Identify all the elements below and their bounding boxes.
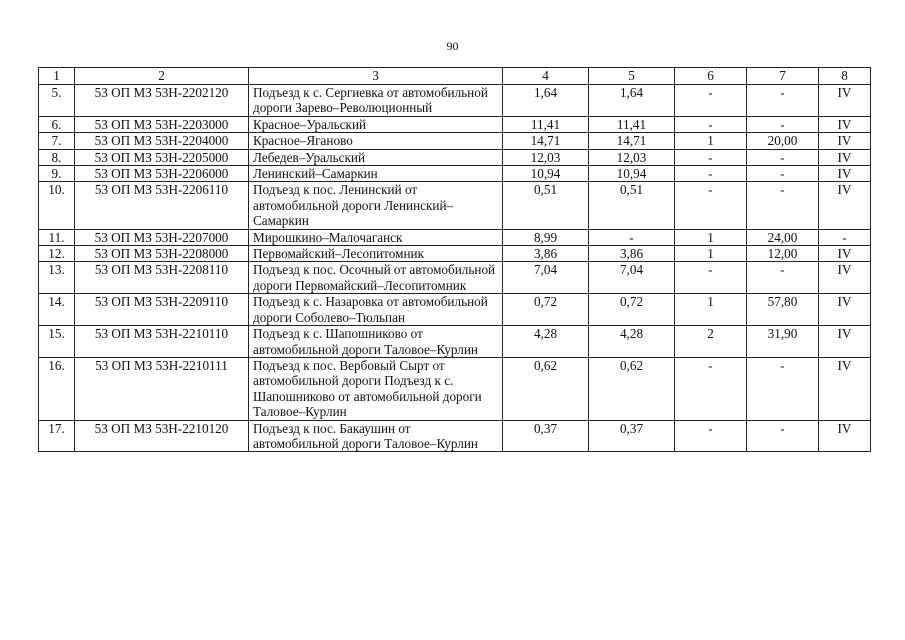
bridge-count-cell: -: [675, 116, 747, 132]
page-number: 90: [446, 39, 459, 53]
bridge-count-cell: -: [675, 420, 747, 452]
road-code-cell: 53 ОП МЗ 53Н-2206000: [75, 166, 249, 182]
roads-table: [38, 67, 871, 452]
bridge-length-cell: -: [747, 166, 819, 182]
road-name-cell: Подъезд к с. Назаровка от автомобильной дороги Соболево–Тюльпан: [249, 294, 503, 326]
road-category-cell: IV: [819, 420, 871, 452]
row-number-cell: 17.: [39, 420, 75, 452]
bridge-count-cell: -: [675, 262, 747, 294]
road-code-cell: 53 ОП МЗ 53Н-2210110: [75, 326, 249, 358]
road-code-cell: 53 ОП МЗ 53Н-2209110: [75, 294, 249, 326]
header-col-2: 2: [75, 68, 249, 85]
bridge-count-cell: 1: [675, 246, 747, 262]
length-paved-cell: -: [589, 229, 675, 245]
table-row: [39, 182, 871, 229]
length-paved-cell: 4,28: [589, 326, 675, 358]
length-paved-cell: 0,62: [589, 357, 675, 420]
road-code-cell: 53 ОП МЗ 53Н-2207000: [75, 229, 249, 245]
length-total-cell: 14,71: [503, 133, 589, 149]
row-number-cell: 9.: [39, 166, 75, 182]
road-category-cell: IV: [819, 166, 871, 182]
length-total-cell: 10,94: [503, 166, 589, 182]
bridge-length-cell: -: [747, 182, 819, 229]
road-name-cell: Подъезд к с. Сергиевка от автомобильной дороги Зарево–Революционный: [249, 85, 503, 117]
road-category-cell: IV: [819, 149, 871, 165]
table-row: [39, 85, 871, 117]
bridge-count-cell: 1: [675, 294, 747, 326]
table-row: [39, 326, 871, 358]
row-number-cell: 16.: [39, 357, 75, 420]
road-category-cell: IV: [819, 116, 871, 132]
road-code-cell: 53 ОП МЗ 53Н-2206110: [75, 182, 249, 229]
length-paved-cell: 7,04: [589, 262, 675, 294]
length-total-cell: 8,99: [503, 229, 589, 245]
length-total-cell: 1,64: [503, 85, 589, 117]
length-total-cell: 3,86: [503, 246, 589, 262]
length-total-cell: 7,04: [503, 262, 589, 294]
bridge-count-cell: -: [675, 182, 747, 229]
bridge-count-cell: 2: [675, 326, 747, 358]
road-code-cell: 53 ОП МЗ 53Н-2210120: [75, 420, 249, 452]
road-category-cell: IV: [819, 182, 871, 229]
header-col-5: 5: [589, 68, 675, 85]
road-code-cell: 53 ОП МЗ 53Н-2208000: [75, 246, 249, 262]
road-category-cell: IV: [819, 357, 871, 420]
length-paved-cell: 1,64: [589, 85, 675, 117]
road-category-cell: -: [819, 229, 871, 245]
length-total-cell: 0,62: [503, 357, 589, 420]
header-col-1: 1: [39, 68, 75, 85]
table-row: [39, 357, 871, 420]
road-name-cell: Подъезд к с. Шапошниково от автомобильной дороги Таловое–Курлин: [249, 326, 503, 358]
bridge-count-cell: -: [675, 85, 747, 117]
length-paved-cell: 14,71: [589, 133, 675, 149]
road-category-cell: IV: [819, 326, 871, 358]
road-code-cell: 53 ОП МЗ 53Н-2202120: [75, 85, 249, 117]
length-total-cell: 12,03: [503, 149, 589, 165]
road-name-cell: Подъезд к пос. Ленинский от автомобильной дороги Ленинский–Самаркин: [249, 182, 503, 229]
road-name-cell: Первомайский–Лесопитомник: [249, 246, 503, 262]
road-name-cell: Подъезд к пос. Бакаушин от автомобильной дороги Таловое–Курлин: [249, 420, 503, 452]
length-paved-cell: 10,94: [589, 166, 675, 182]
table-row: [39, 166, 871, 182]
length-total-cell: 0,72: [503, 294, 589, 326]
road-code-cell: 53 ОП МЗ 53Н-2208110: [75, 262, 249, 294]
bridge-count-cell: 1: [675, 133, 747, 149]
bridge-length-cell: 12,00: [747, 246, 819, 262]
road-name-cell: Подъезд к пос. Осочный от автомобильной дороги Первомайский–Лесопитомник: [249, 262, 503, 294]
table-row: [39, 262, 871, 294]
road-category-cell: IV: [819, 294, 871, 326]
bridge-count-cell: -: [675, 357, 747, 420]
header-col-8: 8: [819, 68, 871, 85]
bridge-length-cell: 57,80: [747, 294, 819, 326]
row-number-cell: 7.: [39, 133, 75, 149]
length-total-cell: 4,28: [503, 326, 589, 358]
row-number-cell: 10.: [39, 182, 75, 229]
bridge-length-cell: -: [747, 420, 819, 452]
table-header: [39, 68, 871, 85]
length-paved-cell: 0,37: [589, 420, 675, 452]
table-row: [39, 294, 871, 326]
header-col-4: 4: [503, 68, 589, 85]
row-number-cell: 5.: [39, 85, 75, 117]
road-name-cell: Мирошкино–Малочаганск: [249, 229, 503, 245]
bridge-length-cell: 31,90: [747, 326, 819, 358]
road-name-cell: Красное–Яганово: [249, 133, 503, 149]
length-total-cell: 11,41: [503, 116, 589, 132]
bridge-length-cell: 20,00: [747, 133, 819, 149]
header-col-6: 6: [675, 68, 747, 85]
road-code-cell: 53 ОП МЗ 53Н-2210111: [75, 357, 249, 420]
bridge-count-cell: -: [675, 166, 747, 182]
header-row: [39, 68, 871, 85]
road-code-cell: 53 ОП МЗ 53Н-2204000: [75, 133, 249, 149]
length-paved-cell: 11,41: [589, 116, 675, 132]
length-paved-cell: 3,86: [589, 246, 675, 262]
length-total-cell: 0,51: [503, 182, 589, 229]
road-code-cell: 53 ОП МЗ 53Н-2203000: [75, 116, 249, 132]
road-name-cell: Лебедев–Уральский: [249, 149, 503, 165]
bridge-length-cell: -: [747, 262, 819, 294]
road-category-cell: IV: [819, 246, 871, 262]
length-total-cell: 0,37: [503, 420, 589, 452]
table-row: [39, 420, 871, 452]
header-col-3: 3: [249, 68, 503, 85]
bridge-length-cell: -: [747, 357, 819, 420]
row-number-cell: 6.: [39, 116, 75, 132]
bridge-length-cell: -: [747, 85, 819, 117]
road-name-cell: Ленинский–Самаркин: [249, 166, 503, 182]
length-paved-cell: 0,72: [589, 294, 675, 326]
bridge-length-cell: -: [747, 149, 819, 165]
table-row: [39, 246, 871, 262]
header-col-7: 7: [747, 68, 819, 85]
table-body: [39, 85, 871, 452]
bridge-count-cell: -: [675, 149, 747, 165]
table-row: [39, 116, 871, 132]
row-number-cell: 11.: [39, 229, 75, 245]
row-number-cell: 14.: [39, 294, 75, 326]
road-code-cell: 53 ОП МЗ 53Н-2205000: [75, 149, 249, 165]
length-paved-cell: 0,51: [589, 182, 675, 229]
bridge-length-cell: -: [747, 116, 819, 132]
table-row: [39, 229, 871, 245]
road-category-cell: IV: [819, 133, 871, 149]
bridge-length-cell: 24,00: [747, 229, 819, 245]
road-category-cell: IV: [819, 85, 871, 117]
row-number-cell: 13.: [39, 262, 75, 294]
road-name-cell: Подъезд к пос. Вербовый Сырт от автомобильной дороги Подъезд к с. Шапошниково от автомобильной дороги Таловое–Курлин: [249, 357, 503, 420]
row-number-cell: 12.: [39, 246, 75, 262]
table-row: [39, 133, 871, 149]
bridge-count-cell: 1: [675, 229, 747, 245]
length-paved-cell: 12,03: [589, 149, 675, 165]
road-name-cell: Красное–Уральский: [249, 116, 503, 132]
road-category-cell: IV: [819, 262, 871, 294]
table-row: [39, 149, 871, 165]
row-number-cell: 8.: [39, 149, 75, 165]
row-number-cell: 15.: [39, 326, 75, 358]
